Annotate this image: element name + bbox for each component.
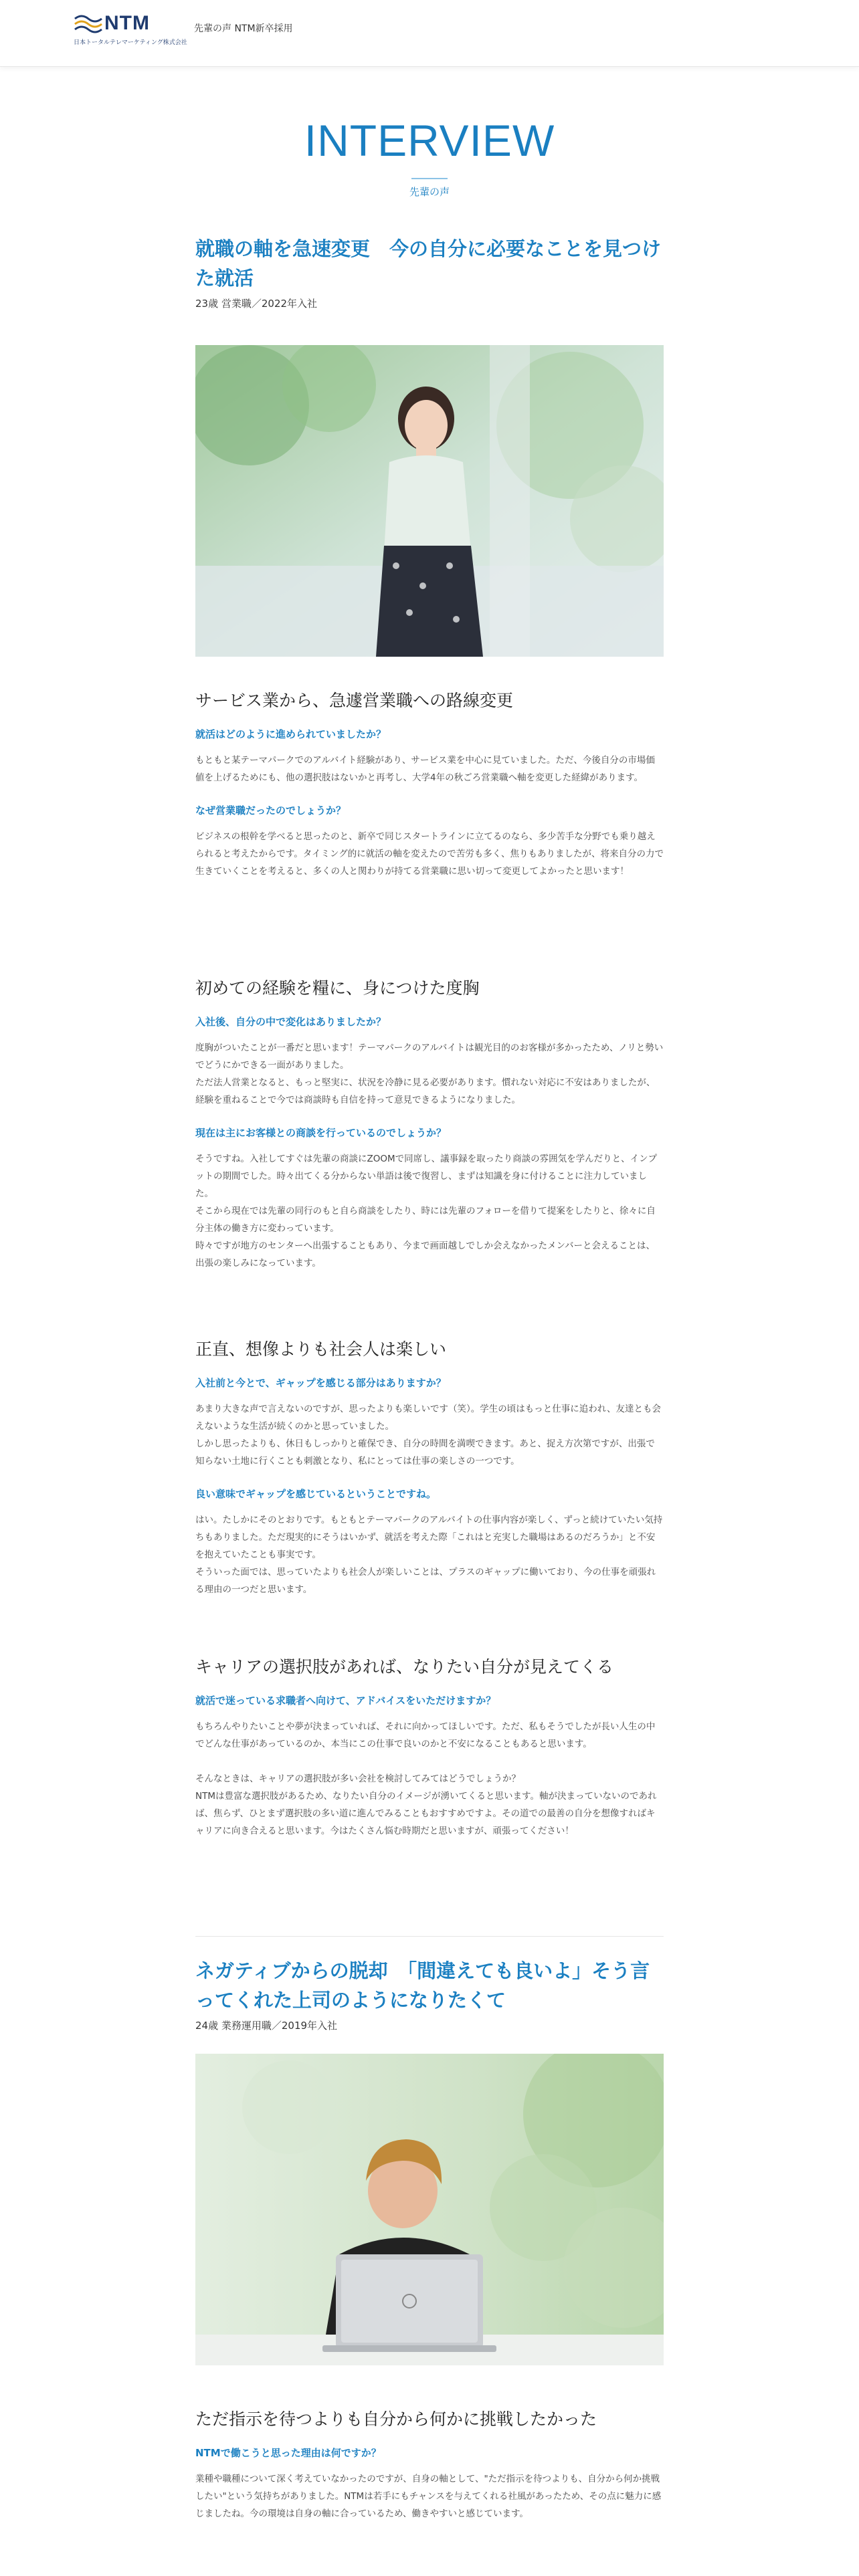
question: なぜ営業職だったのでしょうか？ [195,804,347,817]
question: 就活はどのように進められていましたか？ [195,728,387,740]
answer-paragraph: 度胸がついたことが一番だと思います！テーマパークのアルバイトは観光目的のお客様が多かったため、ノリと勢いでどうにかできる一面がありました。 [195,1043,664,1071]
section-4 [195,1655,664,1840]
answer-paragraph: そんなときは、キャリアの選択肢が多い会社を検討してみてはどうでしょうか？ [195,1774,520,1784]
interviewee-photo-1 [195,345,664,657]
answer [195,1718,664,1840]
section-1 [195,689,664,880]
section-3 [195,1337,664,1598]
story2-section-1 [195,2407,664,2523]
logo-waves-icon [74,13,103,33]
section-heading: 初めての経験を糧に、身につけた度胸 [195,978,480,998]
answer-paragraph: ビジネスの根幹を学べると思ったのと、新卒で同じスタートラインに立てるのなら、多少苦手な分野でも乗り越えられると考えたからです。タイミング的に就活の軸を変えたので苦労も多く、焦りもありましたが、将来自分の力で生きていくことを考えると、多くの人と関わりが持てる営業職に思い切って変更してよかったと思います！ [195,831,664,877]
page-subtitle: 先輩の声 [409,186,450,198]
answer-paragraph: 時々ですが地方のセンターへ出張することもあり、今まで画面越しでしか会えなかったメンバーと会えることは、出張の楽しみになっています。 [195,1241,656,1269]
answer-paragraph: そこから現在では先輩の同行のもと自ら商談をしたり、時には先輩のフォローを借りて提案をしたりと、徐々に自分主体の働き方に変わっています。 [195,1206,656,1234]
answer [195,828,664,880]
answer-paragraph: そういった面では、思っていたよりも社会人が楽しいことは、プラスのギャップに働いており、今の仕事を頑張れる理由の一つだと思います。 [195,1567,656,1595]
answer-paragraph: NTMは豊富な選択肢があるため、なりたい自分のイメージが湧いてくると思います。軸が決まっていないのであれば、焦らず、ひとまず選択肢の多い道に進んでみることもおすすめですよ。その道での最善の自分を想像すればキャリアに向き合えると思います。今はたくさん悩む時期だと思いますが、頑張ってください！ [195,1791,657,1836]
question: 入社前と今とで、ギャップを感じる部分はありますか？ [195,1377,446,1389]
answer [195,2470,664,2523]
answer-paragraph: 業種や職種について深く考えていなかったのですが、自身の軸として、"ただ指示を待つよりも、自分から何か挑戦したい"という気持ちがありました。NTMは若手にもチャンスを与えてくれる社風があったため、その点に魅力に感じましたね。今の環境は自身の軸に合っているため、働きやすいと感じています。 [195,2474,662,2519]
answer-paragraph: もともと某テーマパークでのアルバイト経験があり、サービス業を中心に見ていました。ただ、今後自分の市場価値を上げるためにも、他の選択肢はないかと再考し、大学4年の秋ごろ営業職へ軸を変更した経緯があります。 [195,755,655,783]
section-heading: 正直、想像よりも社会人は楽しい [195,1339,447,1359]
question: NTMで働こうと思った理由は何ですか？ [195,2447,381,2459]
answer [195,1039,664,1109]
title-underline [411,178,448,179]
question: 良い意味でギャップを感じているということですね。 [195,1488,437,1500]
answer [195,1150,664,1272]
answer-spacer [195,1753,664,1770]
answer-paragraph: ただ法人営業となると、もっと堅実に、状況を冷静に見る必要があります。慣れない対応に不安はありましたが、経験を重ねることで今では商談時も自信を持って意見できるようになりました。 [195,1077,656,1105]
answer-paragraph: そうですね。入社してすぐは先輩の商談にZOOMで同席し、議事録を取ったり商談の雰囲気を学んだりと、インプットの期間でした。時々出てくる分からない単語は後で復習し、まずは知識を身に付けることに注力していました。 [195,1154,658,1199]
logo-company-name: 日本トータルテレマーケティング株式会社 [74,39,187,46]
answer-paragraph: はい。たしかにそのとおりです。もともとテーマパークのアルバイトの仕事内容が楽しく、ずっと続けていたい気持ちもありました。ただ現実的にそうはいかず、就活を考えた際「これはと充実した職場はあるのだろうか」と不安を抱えていたことも事実です。 [195,1515,663,1560]
answer [195,1400,664,1470]
interviewee-photo-2 [195,2054,664,2365]
interview-title: 就職の軸を急速変更 今の自分に必要なことを見つけた就活 [195,237,662,290]
header-breadcrumb[interactable]: 先輩の声 NTM新卒採用 [194,23,293,34]
interviewee-meta: 24歳 業務運用職／2019年入社 [195,2020,338,2032]
question: 就活で迷っている求職者へ向けて、アドバイスをいただけますか？ [195,1695,496,1707]
section-heading: サービス業から、急遽営業職への路線変更 [195,691,514,710]
site-header [0,0,859,67]
answer [195,1511,664,1598]
interview-title: ネガティブからの脱却 「間違えても良いよ」そう言ってくれた上司のようになりたくて [195,1959,650,2012]
interviewee-meta: 23歳 営業職／2022年入社 [195,298,318,310]
photo-woman-image [195,345,664,657]
section-2 [195,976,664,1272]
answer [195,752,664,786]
question: 現在は主にお客様との商談を行っているのでしょうか？ [195,1127,447,1139]
interview-article-1 [195,234,664,657]
answer-paragraph: あまり大きな声で言えないのですが、思ったよりも楽しいです（笑）。学生の頃はもっと仕事に追われ、友達とも会えないような生活が続くのかと思っていました。 [195,1404,662,1432]
section-heading: ただ指示を待つよりも自分から何かに挑戦したかった [195,2409,597,2429]
logo-name: NTM [104,12,150,34]
photo-man-laptop-image [195,2054,664,2365]
hero [0,114,859,199]
article-divider [195,1936,664,1937]
answer-paragraph: もちろんやりたいことや夢が決まっていれば、それに向かってほしいです。ただ、私もそうでしたが長い人生の中でどんな仕事があっているのか、本当にこの仕事で良いのかと不安になることもあると思います。 [195,1721,656,1749]
question: 入社後、自分の中で変化はありましたか？ [195,1016,387,1028]
page-title: INTERVIEW [304,116,555,165]
ntm-logo[interactable] [74,12,187,46]
interview-article-2 [195,1956,664,2365]
section-heading: キャリアの選択肢があれば、なりたい自分が見えてくる [195,1657,614,1677]
answer-paragraph: しかし思ったよりも、休日もしっかりと確保でき、自分の時間を満喫できます。あと、捉え方次第ですが、出張で知らない土地に行くことも刺激となり、私にとっては仕事の楽しさの一つです。 [195,1438,655,1467]
